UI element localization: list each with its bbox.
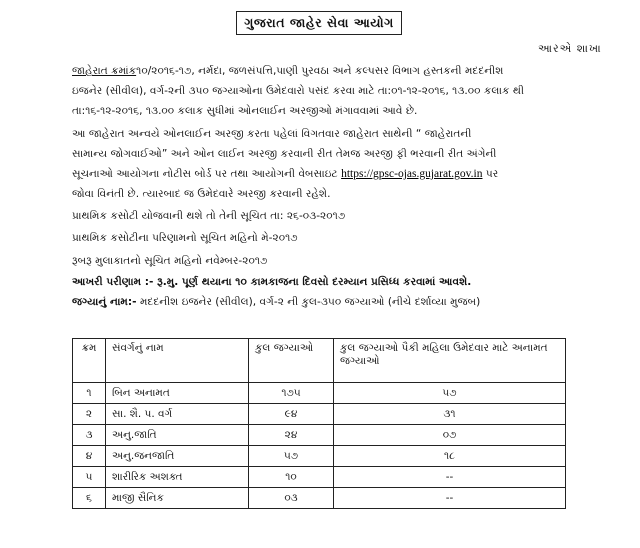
table-row [73,446,566,467]
notice-line-1: આ જાહેરાત અન્વયે ઓનલાઈન અરજી કરતા પહેલાં વિગતવાર જાહેરાત સાથેની “ જાહેરાતની [72,128,472,140]
post-name [72,292,560,312]
cell-category: બિન અનામત [106,383,249,404]
cell-serial: ૬ [73,488,106,509]
branch-label: આરએ શાખા [538,42,602,55]
website-link[interactable]: https://gpsc-ojas.gujarat.gov.in [341,168,483,180]
advertisement-line-3: તા:૧૬-૧૨-૨૦૧૬, ૧૩.૦૦ કલાક સુધીમાં ઓનલાઈન અરજીઓ મંગાવવામાં આવે છે. [72,105,418,117]
prelim-date: પ્રાથમિક કસોટી યોજવાની થશે તો તેની સૂચિત તા: ૨૬-૦૩-૨૦૧૭ [72,210,346,222]
header-category: સંવર્ગનું નામ [106,339,249,383]
advertisement-ref-rest: ૧૦/૨૦૧૬-૧૭, નર્મદા, જળસંપત્તિ,પાણી પુરવઠા અને કલ્પસર વિભાગ હસ્તકની મદદનીશ [136,65,504,77]
cell-serial: ૫ [73,467,106,488]
cell-women: ૩૧ [334,404,566,425]
notice-line-3-post: પર [485,168,499,180]
table-row [73,404,566,425]
cell-category: સા. શૈ. પ. વર્ગ [106,404,249,425]
cell-serial: ૧ [73,383,106,404]
cell-category: અનુ.જાતિ [106,425,249,446]
header-total: કુલ જગ્યાઓ [249,339,334,383]
table-row [73,488,566,509]
notice-line-2: સામાન્ય જોગવાઈઓ” અને ઓન લાઈન અરજી કરવાની રીત તેમજ અરજી ફી ભરવાની રીત અંગેની [72,148,497,160]
final-result: આખરી પરીણામ :- રૂ.મુ. પૂર્ણ થયાના ૧૦ કામકાજના દિવસો દરમ્યાન પ્રસિધ્ધ કરવામાં આવશે. [72,276,472,288]
cell-serial: ૩ [73,425,106,446]
post-name-value: મદદનીશ ઇજનેર (સીવીલ), વર્ગ-૨ ની કુલ-૩૫૦ જગ્યાઓ (નીચે દર્શાવ્યા મુજબ) [139,296,481,308]
header-women-reserved: કુલ જગ્યાઓ પૈકી મહિલા ઉમેદવાર માટે અનામત જગ્યાઓ [334,339,566,383]
cell-total: ૦૩ [249,488,334,509]
cell-women: ૧૮ [334,446,566,467]
table-row [73,425,566,446]
cell-total: ૧૭૫ [249,383,334,404]
interview-month: રૂબરૂ મુલાકાતનો સૂચિત મહિનો નવેમ્બર-૨૦૧૭ [72,255,268,267]
prelim-result-month: પ્રાથમિક કસોટીના પરિણામનો સૂચિત મહિનો મે-૨૦૧૭ [72,232,298,244]
cell-total: ૯૪ [249,404,334,425]
table-row [73,383,566,404]
advertisement-line-1 [72,61,560,81]
cell-total: ૨૪ [249,425,334,446]
cell-women: ૦૭ [334,425,566,446]
advertisement-line-2: ઇજનેર (સીવીલ), વર્ગ-૨ની ૩૫૦ જગ્યાઓના ઉમેદવારો પસંદ કરવા માટે તા:૦૧-૧૨-૨૦૧૬, ૧૩.૦૦ કલાક થી [72,85,524,97]
table-row [73,467,566,488]
notice-line-3 [72,164,560,184]
cell-women: -- [334,488,566,509]
cell-total: ૧૦ [249,467,334,488]
cell-women: ૫૭ [334,383,566,404]
notice-line-3-pre: સૂચનાઓ આયોગના નોટીસ બોર્ડ પર તથા આયોગની વેબસાઇટ [72,168,338,180]
post-name-label: જગ્યાનું નામ:- [72,296,137,308]
vacancy-table [72,338,566,509]
cell-total: ૫૭ [249,446,334,467]
notice-line-4: જોવા વિનંતી છે. ત્યારબાદ જ ઉમેદવારે અરજી કરવાની રહેશે. [72,188,331,200]
cell-women: -- [334,467,566,488]
cell-serial: ૨ [73,404,106,425]
header-serial: ક્રમ [73,339,106,383]
cell-category: અનુ.જનજાતિ [106,446,249,467]
table-header-row [73,339,566,383]
advertisement-ref: જાહેરાત ક્રમાંક [72,65,137,77]
cell-category: શારીરિક અશક્ત [106,467,249,488]
cell-serial: ૪ [73,446,106,467]
page-title: ગુજરાત જાહેર સેવા આયોગ [236,11,402,35]
cell-category: માજી સૈનિક [106,488,249,509]
